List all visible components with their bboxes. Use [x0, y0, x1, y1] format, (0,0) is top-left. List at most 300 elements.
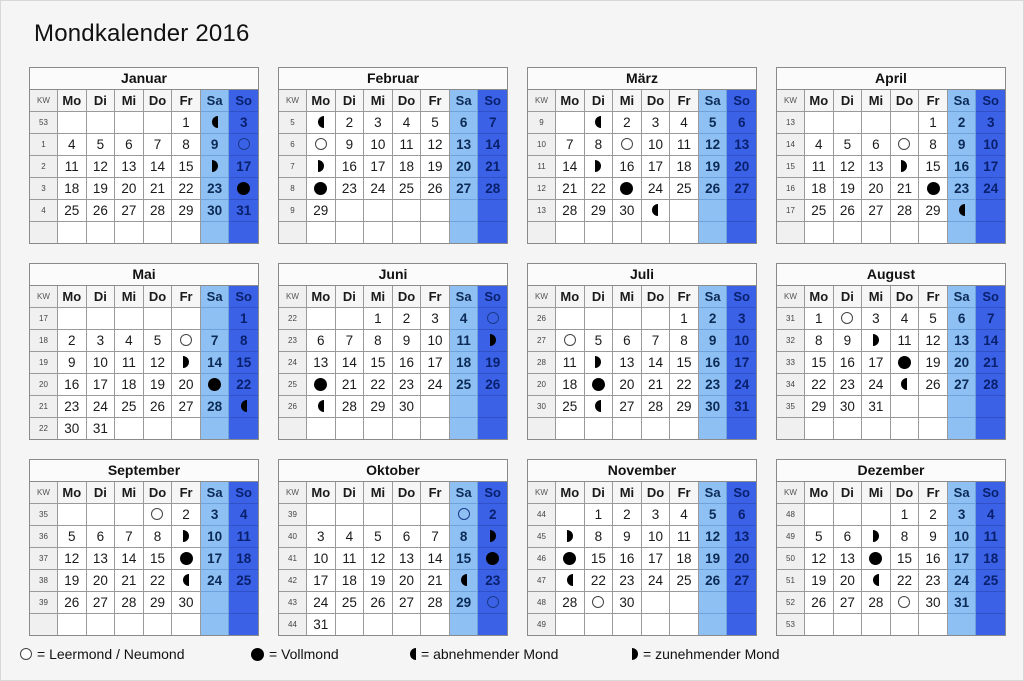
day-cell: 5	[919, 308, 948, 330]
day-cell: 2	[58, 330, 87, 352]
day-cell	[421, 614, 450, 635]
day-cell	[556, 222, 585, 243]
week-number	[279, 418, 307, 439]
day-cell: 2	[613, 504, 642, 526]
new-moon-icon	[592, 596, 604, 608]
day-cell	[642, 592, 671, 614]
day-cell: 7	[976, 308, 1005, 330]
day-cell: 20	[450, 156, 479, 178]
day-cell	[613, 222, 642, 243]
weekday-header: So	[976, 90, 1005, 112]
weekday-header: Sa	[201, 286, 230, 308]
day-cell-moon-phase	[307, 396, 336, 418]
day-cell	[58, 504, 87, 526]
day-cell: 28	[862, 592, 891, 614]
weekday-header: Mo	[58, 90, 87, 112]
day-cell: 6	[862, 134, 891, 156]
day-cell	[201, 222, 230, 243]
week-number: 31	[777, 308, 805, 330]
day-cell: 20	[87, 570, 116, 592]
day-cell: 30	[393, 396, 422, 418]
weekday-header: Do	[891, 286, 920, 308]
day-cell	[229, 418, 258, 439]
weekday-header: Mo	[307, 482, 336, 504]
day-cell: 29	[144, 592, 173, 614]
week-number: 4	[30, 200, 58, 222]
day-cell	[834, 418, 863, 439]
waxing-moon-icon	[183, 530, 189, 542]
day-cell: 9	[613, 526, 642, 548]
weekday-header: Di	[336, 482, 365, 504]
full-moon-icon	[869, 552, 882, 565]
day-cell: 18	[336, 570, 365, 592]
week-number: 49	[528, 614, 556, 635]
day-cell: 17	[201, 548, 230, 570]
day-cell: 13	[307, 352, 336, 374]
week-number: 48	[777, 504, 805, 526]
day-cell	[201, 614, 230, 635]
day-cell	[699, 592, 728, 614]
month-name: Oktober	[279, 460, 507, 482]
day-cell: 23	[613, 570, 642, 592]
day-cell: 21	[976, 352, 1005, 374]
day-cell: 26	[87, 200, 116, 222]
day-cell: 27	[727, 178, 756, 200]
new-moon-icon	[151, 508, 163, 520]
day-cell: 3	[229, 112, 258, 134]
day-cell: 31	[229, 200, 258, 222]
day-cell-moon-phase	[307, 374, 336, 396]
day-cell	[948, 418, 977, 439]
day-cell	[862, 112, 891, 134]
day-cell	[862, 504, 891, 526]
waxing-moon-icon	[183, 356, 189, 368]
day-cell	[421, 504, 450, 526]
day-cell	[919, 418, 948, 439]
day-cell	[919, 614, 948, 635]
day-cell	[948, 614, 977, 635]
day-cell: 28	[336, 396, 365, 418]
weekday-header: Mo	[58, 482, 87, 504]
week-number: 22	[279, 308, 307, 330]
weekday-header: Sa	[201, 482, 230, 504]
day-cell: 30	[172, 592, 201, 614]
week-number: 20	[528, 374, 556, 396]
day-cell: 8	[585, 526, 614, 548]
day-cell: 27	[393, 592, 422, 614]
day-cell: 21	[336, 374, 365, 396]
day-cell: 19	[421, 156, 450, 178]
day-cell-moon-phase	[891, 156, 920, 178]
day-cell: 19	[699, 548, 728, 570]
day-cell	[364, 614, 393, 635]
full-moon-icon	[208, 378, 221, 391]
month-april	[776, 67, 1006, 244]
day-cell: 25	[115, 396, 144, 418]
week-number: 2	[30, 156, 58, 178]
day-cell: 25	[336, 592, 365, 614]
day-cell: 6	[834, 526, 863, 548]
day-cell: 13	[450, 134, 479, 156]
day-cell: 2	[478, 504, 507, 526]
week-number	[777, 222, 805, 243]
week-number: 13	[777, 112, 805, 134]
day-cell: 21	[421, 570, 450, 592]
full-moon-icon	[180, 552, 193, 565]
day-cell-moon-phase	[585, 396, 614, 418]
day-cell	[201, 418, 230, 439]
day-cell: 2	[336, 112, 365, 134]
day-cell	[891, 418, 920, 439]
day-cell: 15	[172, 156, 201, 178]
week-number: 51	[777, 570, 805, 592]
day-cell: 16	[948, 156, 977, 178]
day-cell	[144, 112, 173, 134]
weekday-header: So	[727, 482, 756, 504]
day-cell: 24	[642, 570, 671, 592]
day-cell: 3	[976, 112, 1005, 134]
day-cell	[585, 222, 614, 243]
week-number: 44	[528, 504, 556, 526]
month-oktober	[278, 459, 508, 636]
weekday-header: Mi	[115, 286, 144, 308]
day-cell: 9	[336, 134, 365, 156]
new-moon-icon	[180, 334, 192, 346]
weekday-header: Di	[336, 286, 365, 308]
week-number-header: KW	[528, 90, 556, 112]
week-number: 38	[30, 570, 58, 592]
weekday-header: Mo	[805, 482, 834, 504]
week-number	[30, 222, 58, 243]
new-moon-icon	[487, 596, 499, 608]
day-cell: 14	[144, 156, 173, 178]
weekday-header: So	[229, 90, 258, 112]
day-cell: 18	[556, 374, 585, 396]
day-cell-moon-phase	[201, 156, 230, 178]
day-cell-moon-phase	[172, 570, 201, 592]
weekday-header: So	[727, 286, 756, 308]
day-cell	[336, 504, 365, 526]
day-cell	[336, 418, 365, 439]
day-cell: 26	[421, 178, 450, 200]
day-cell: 29	[670, 396, 699, 418]
day-cell: 24	[862, 374, 891, 396]
weekday-header: Fr	[670, 286, 699, 308]
weekday-header: So	[727, 90, 756, 112]
weekday-header: Do	[393, 286, 422, 308]
day-cell	[450, 200, 479, 222]
waning-moon-icon	[318, 400, 324, 412]
day-cell	[307, 308, 336, 330]
day-cell: 4	[805, 134, 834, 156]
week-number: 17	[30, 308, 58, 330]
day-cell: 10	[307, 548, 336, 570]
day-cell: 15	[585, 548, 614, 570]
day-cell: 25	[670, 570, 699, 592]
weekday-header: Do	[393, 482, 422, 504]
day-cell-moon-phase	[450, 570, 479, 592]
month-name: Januar	[30, 68, 258, 90]
day-cell: 26	[919, 374, 948, 396]
weekday-header: Mi	[862, 90, 891, 112]
day-cell: 29	[364, 396, 393, 418]
day-cell	[642, 418, 671, 439]
day-cell-moon-phase	[478, 548, 507, 570]
day-cell: 8	[585, 134, 614, 156]
day-cell: 25	[58, 200, 87, 222]
legend-label: = abnehmender Mond	[421, 646, 559, 662]
weekday-header: Mi	[862, 286, 891, 308]
day-cell: 28	[556, 200, 585, 222]
legend-label: = zunehmender Mond	[643, 646, 780, 662]
day-cell: 5	[699, 504, 728, 526]
day-cell	[976, 396, 1005, 418]
week-number: 53	[30, 112, 58, 134]
week-number: 30	[528, 396, 556, 418]
day-cell-moon-phase	[478, 526, 507, 548]
day-cell-moon-phase	[201, 112, 230, 134]
weekday-header: Mi	[364, 286, 393, 308]
day-cell: 15	[450, 548, 479, 570]
day-cell: 4	[336, 526, 365, 548]
day-cell	[976, 418, 1005, 439]
day-cell-moon-phase	[834, 308, 863, 330]
day-cell: 26	[805, 592, 834, 614]
month-mai	[29, 263, 259, 440]
day-cell: 12	[699, 134, 728, 156]
day-cell: 14	[115, 548, 144, 570]
day-cell	[585, 614, 614, 635]
week-number: 28	[528, 352, 556, 374]
weekday-header: Mi	[862, 482, 891, 504]
weekday-header: Do	[393, 90, 422, 112]
legend-item-new-moon	[20, 646, 184, 662]
week-number-header: KW	[30, 90, 58, 112]
day-cell-moon-phase	[172, 352, 201, 374]
weekday-header: Sa	[450, 482, 479, 504]
day-cell	[144, 418, 173, 439]
waning-moon-icon	[567, 574, 573, 586]
day-cell: 28	[421, 592, 450, 614]
day-cell	[115, 112, 144, 134]
day-cell: 1	[891, 504, 920, 526]
day-cell-moon-phase	[307, 178, 336, 200]
day-cell: 5	[699, 112, 728, 134]
new-moon-icon	[20, 648, 32, 660]
day-cell: 11	[670, 134, 699, 156]
day-cell	[699, 418, 728, 439]
week-number-header: KW	[777, 90, 805, 112]
day-cell: 23	[201, 178, 230, 200]
day-cell: 22	[229, 374, 258, 396]
full-moon-icon	[314, 182, 327, 195]
day-cell: 20	[613, 374, 642, 396]
week-number: 16	[777, 178, 805, 200]
day-cell: 5	[805, 526, 834, 548]
day-cell	[364, 418, 393, 439]
day-cell: 6	[613, 330, 642, 352]
waning-moon-icon	[652, 204, 658, 216]
day-cell: 1	[364, 308, 393, 330]
day-cell: 7	[642, 330, 671, 352]
weekday-header: Di	[834, 90, 863, 112]
week-number: 1	[30, 134, 58, 156]
waning-moon-icon	[183, 574, 189, 586]
day-cell	[670, 200, 699, 222]
month-november	[527, 459, 757, 636]
day-cell: 11	[115, 352, 144, 374]
day-cell: 28	[976, 374, 1005, 396]
day-cell	[699, 614, 728, 635]
week-number: 32	[777, 330, 805, 352]
weekday-header: Sa	[948, 286, 977, 308]
day-cell-moon-phase	[862, 570, 891, 592]
day-cell	[862, 418, 891, 439]
day-cell: 18	[58, 178, 87, 200]
day-cell: 14	[556, 156, 585, 178]
day-cell: 26	[58, 592, 87, 614]
day-cell: 30	[699, 396, 728, 418]
day-cell: 25	[805, 200, 834, 222]
day-cell: 2	[948, 112, 977, 134]
day-cell-moon-phase	[229, 178, 258, 200]
day-cell: 27	[834, 592, 863, 614]
waning-moon-icon	[873, 574, 879, 586]
day-cell: 2	[172, 504, 201, 526]
day-cell	[976, 222, 1005, 243]
day-cell: 5	[585, 330, 614, 352]
week-number: 45	[528, 526, 556, 548]
week-number: 9	[279, 200, 307, 222]
day-cell: 11	[976, 526, 1005, 548]
day-cell	[478, 418, 507, 439]
day-cell: 11	[336, 548, 365, 570]
month-märz	[527, 67, 757, 244]
day-cell: 31	[948, 592, 977, 614]
day-cell	[613, 308, 642, 330]
day-cell-moon-phase	[478, 592, 507, 614]
new-moon-icon	[841, 312, 853, 324]
day-cell: 11	[670, 526, 699, 548]
weekday-header: Fr	[172, 90, 201, 112]
day-cell: 17	[862, 352, 891, 374]
day-cell: 16	[336, 156, 365, 178]
day-cell	[115, 308, 144, 330]
new-moon-icon	[898, 138, 910, 150]
day-cell	[172, 614, 201, 635]
day-cell: 26	[699, 178, 728, 200]
day-cell: 4	[229, 504, 258, 526]
day-cell: 20	[727, 548, 756, 570]
day-cell	[172, 418, 201, 439]
week-number: 50	[777, 548, 805, 570]
day-cell: 8	[450, 526, 479, 548]
day-cell	[87, 308, 116, 330]
week-number: 3	[30, 178, 58, 200]
week-number: 35	[30, 504, 58, 526]
weekday-header: Mi	[364, 482, 393, 504]
day-cell: 17	[229, 156, 258, 178]
day-cell: 13	[862, 156, 891, 178]
day-cell: 7	[556, 134, 585, 156]
day-cell-moon-phase	[229, 396, 258, 418]
full-moon-icon	[237, 182, 250, 195]
day-cell-moon-phase	[585, 156, 614, 178]
weekday-header: Sa	[699, 286, 728, 308]
day-cell: 25	[976, 570, 1005, 592]
day-cell-moon-phase	[585, 352, 614, 374]
day-cell: 27	[87, 592, 116, 614]
month-name: April	[777, 68, 1005, 90]
day-cell	[862, 222, 891, 243]
day-cell: 23	[393, 374, 422, 396]
waxing-moon-icon	[595, 160, 601, 172]
full-moon-icon	[927, 182, 940, 195]
day-cell: 26	[364, 592, 393, 614]
week-number: 47	[528, 570, 556, 592]
day-cell: 29	[585, 200, 614, 222]
day-cell: 24	[948, 570, 977, 592]
day-cell: 18	[229, 548, 258, 570]
day-cell: 29	[450, 592, 479, 614]
day-cell: 20	[948, 352, 977, 374]
day-cell: 12	[144, 352, 173, 374]
day-cell: 10	[976, 134, 1005, 156]
day-cell: 23	[478, 570, 507, 592]
day-cell	[336, 614, 365, 635]
day-cell	[919, 222, 948, 243]
day-cell: 26	[699, 570, 728, 592]
day-cell	[172, 308, 201, 330]
week-number: 21	[30, 396, 58, 418]
day-cell: 8	[144, 526, 173, 548]
day-cell	[642, 222, 671, 243]
day-cell: 10	[642, 134, 671, 156]
day-cell: 17	[421, 352, 450, 374]
month-name: Februar	[279, 68, 507, 90]
day-cell: 17	[642, 548, 671, 570]
day-cell: 1	[670, 308, 699, 330]
day-cell: 30	[613, 200, 642, 222]
day-cell: 6	[393, 526, 422, 548]
day-cell: 28	[891, 200, 920, 222]
weekday-header: Di	[87, 90, 116, 112]
day-cell: 18	[393, 156, 422, 178]
day-cell: 3	[364, 112, 393, 134]
day-cell	[201, 308, 230, 330]
day-cell: 11	[450, 330, 479, 352]
day-cell: 9	[201, 134, 230, 156]
week-number: 24	[279, 352, 307, 374]
day-cell: 5	[364, 526, 393, 548]
day-cell: 19	[144, 374, 173, 396]
day-cell: 27	[727, 570, 756, 592]
weekday-header: Sa	[450, 286, 479, 308]
day-cell: 2	[613, 112, 642, 134]
day-cell-moon-phase	[891, 134, 920, 156]
waxing-moon-icon	[632, 648, 638, 660]
day-cell: 8	[891, 526, 920, 548]
day-cell	[613, 418, 642, 439]
week-number-header: KW	[777, 482, 805, 504]
day-cell: 5	[421, 112, 450, 134]
full-moon-icon	[251, 648, 264, 661]
day-cell	[87, 504, 116, 526]
day-cell	[115, 504, 144, 526]
waning-moon-icon	[410, 648, 416, 660]
weekday-header: Mo	[556, 286, 585, 308]
week-number: 53	[777, 614, 805, 635]
